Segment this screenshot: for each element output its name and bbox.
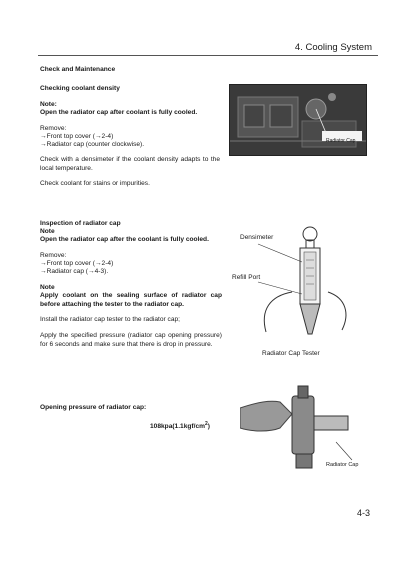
header-rule xyxy=(38,55,378,56)
remove-item: →Front top cover (→2-4) xyxy=(40,260,114,267)
pressure-value-sup: 2 xyxy=(204,421,208,427)
pressure-value xyxy=(150,420,210,432)
pressure-value-end: ) xyxy=(207,423,210,431)
paragraph: Check with a densimeter if the coolant density adapts to the local temperature. xyxy=(40,156,220,172)
note-label: Note: xyxy=(40,101,57,108)
figure-label: Radiator Cap xyxy=(326,462,359,468)
photo-label: Radiator Cap xyxy=(326,138,356,144)
section-title: Inspection of radiator cap xyxy=(40,220,121,227)
remove-item: →Radiator cap (→4-3). xyxy=(40,268,109,275)
section-title: Check and Maintenance xyxy=(40,66,116,73)
cap-tester-figure xyxy=(240,372,370,472)
paragraph: Check coolant for stains or impurities. xyxy=(40,180,150,187)
note-label: Note xyxy=(40,228,55,235)
figure-label: Radiator Cap Tester xyxy=(262,350,320,357)
subsection-title: Checking coolant density xyxy=(40,85,120,92)
note-text: Apply coolant on the sealing surface of radiator cap before attaching the tester to the radiator cap. xyxy=(40,292,222,308)
chapter-title: 4. Cooling System xyxy=(294,42,372,53)
densimeter-figure xyxy=(230,222,370,342)
paragraph: Install the radiator cap tester to the radiator cap; xyxy=(40,316,181,323)
remove-label: Remove: xyxy=(40,125,67,132)
remove-label: Remove: xyxy=(40,252,67,259)
section-title: Opening pressure of radiator cap: xyxy=(40,404,147,411)
paragraph: Apply the specified pressure (radiator cap opening pressure) for 6 seconds and make sure that there is drop in pressure. xyxy=(40,332,222,348)
note-text: Open the radiator cap after the coolant is fully cooled. xyxy=(40,236,209,243)
radiator-cap-photo xyxy=(229,84,367,156)
note-text: Open the radiator cap after coolant is fully cooled. xyxy=(40,109,198,116)
remove-item: →Front top cover (→2-4) xyxy=(40,133,114,140)
page-number: 4-3 xyxy=(356,508,370,518)
tester-illustration xyxy=(240,372,370,472)
note-label: Note xyxy=(40,284,55,291)
remove-item: →Radiator cap (counter clockwise). xyxy=(40,141,145,148)
figure-label: Densimeter xyxy=(240,234,274,241)
pressure-value-text: 108kpa(1.1kgf/cm xyxy=(150,423,205,431)
figure-label: Refill Port xyxy=(232,274,261,281)
engine-illustration xyxy=(230,85,366,155)
